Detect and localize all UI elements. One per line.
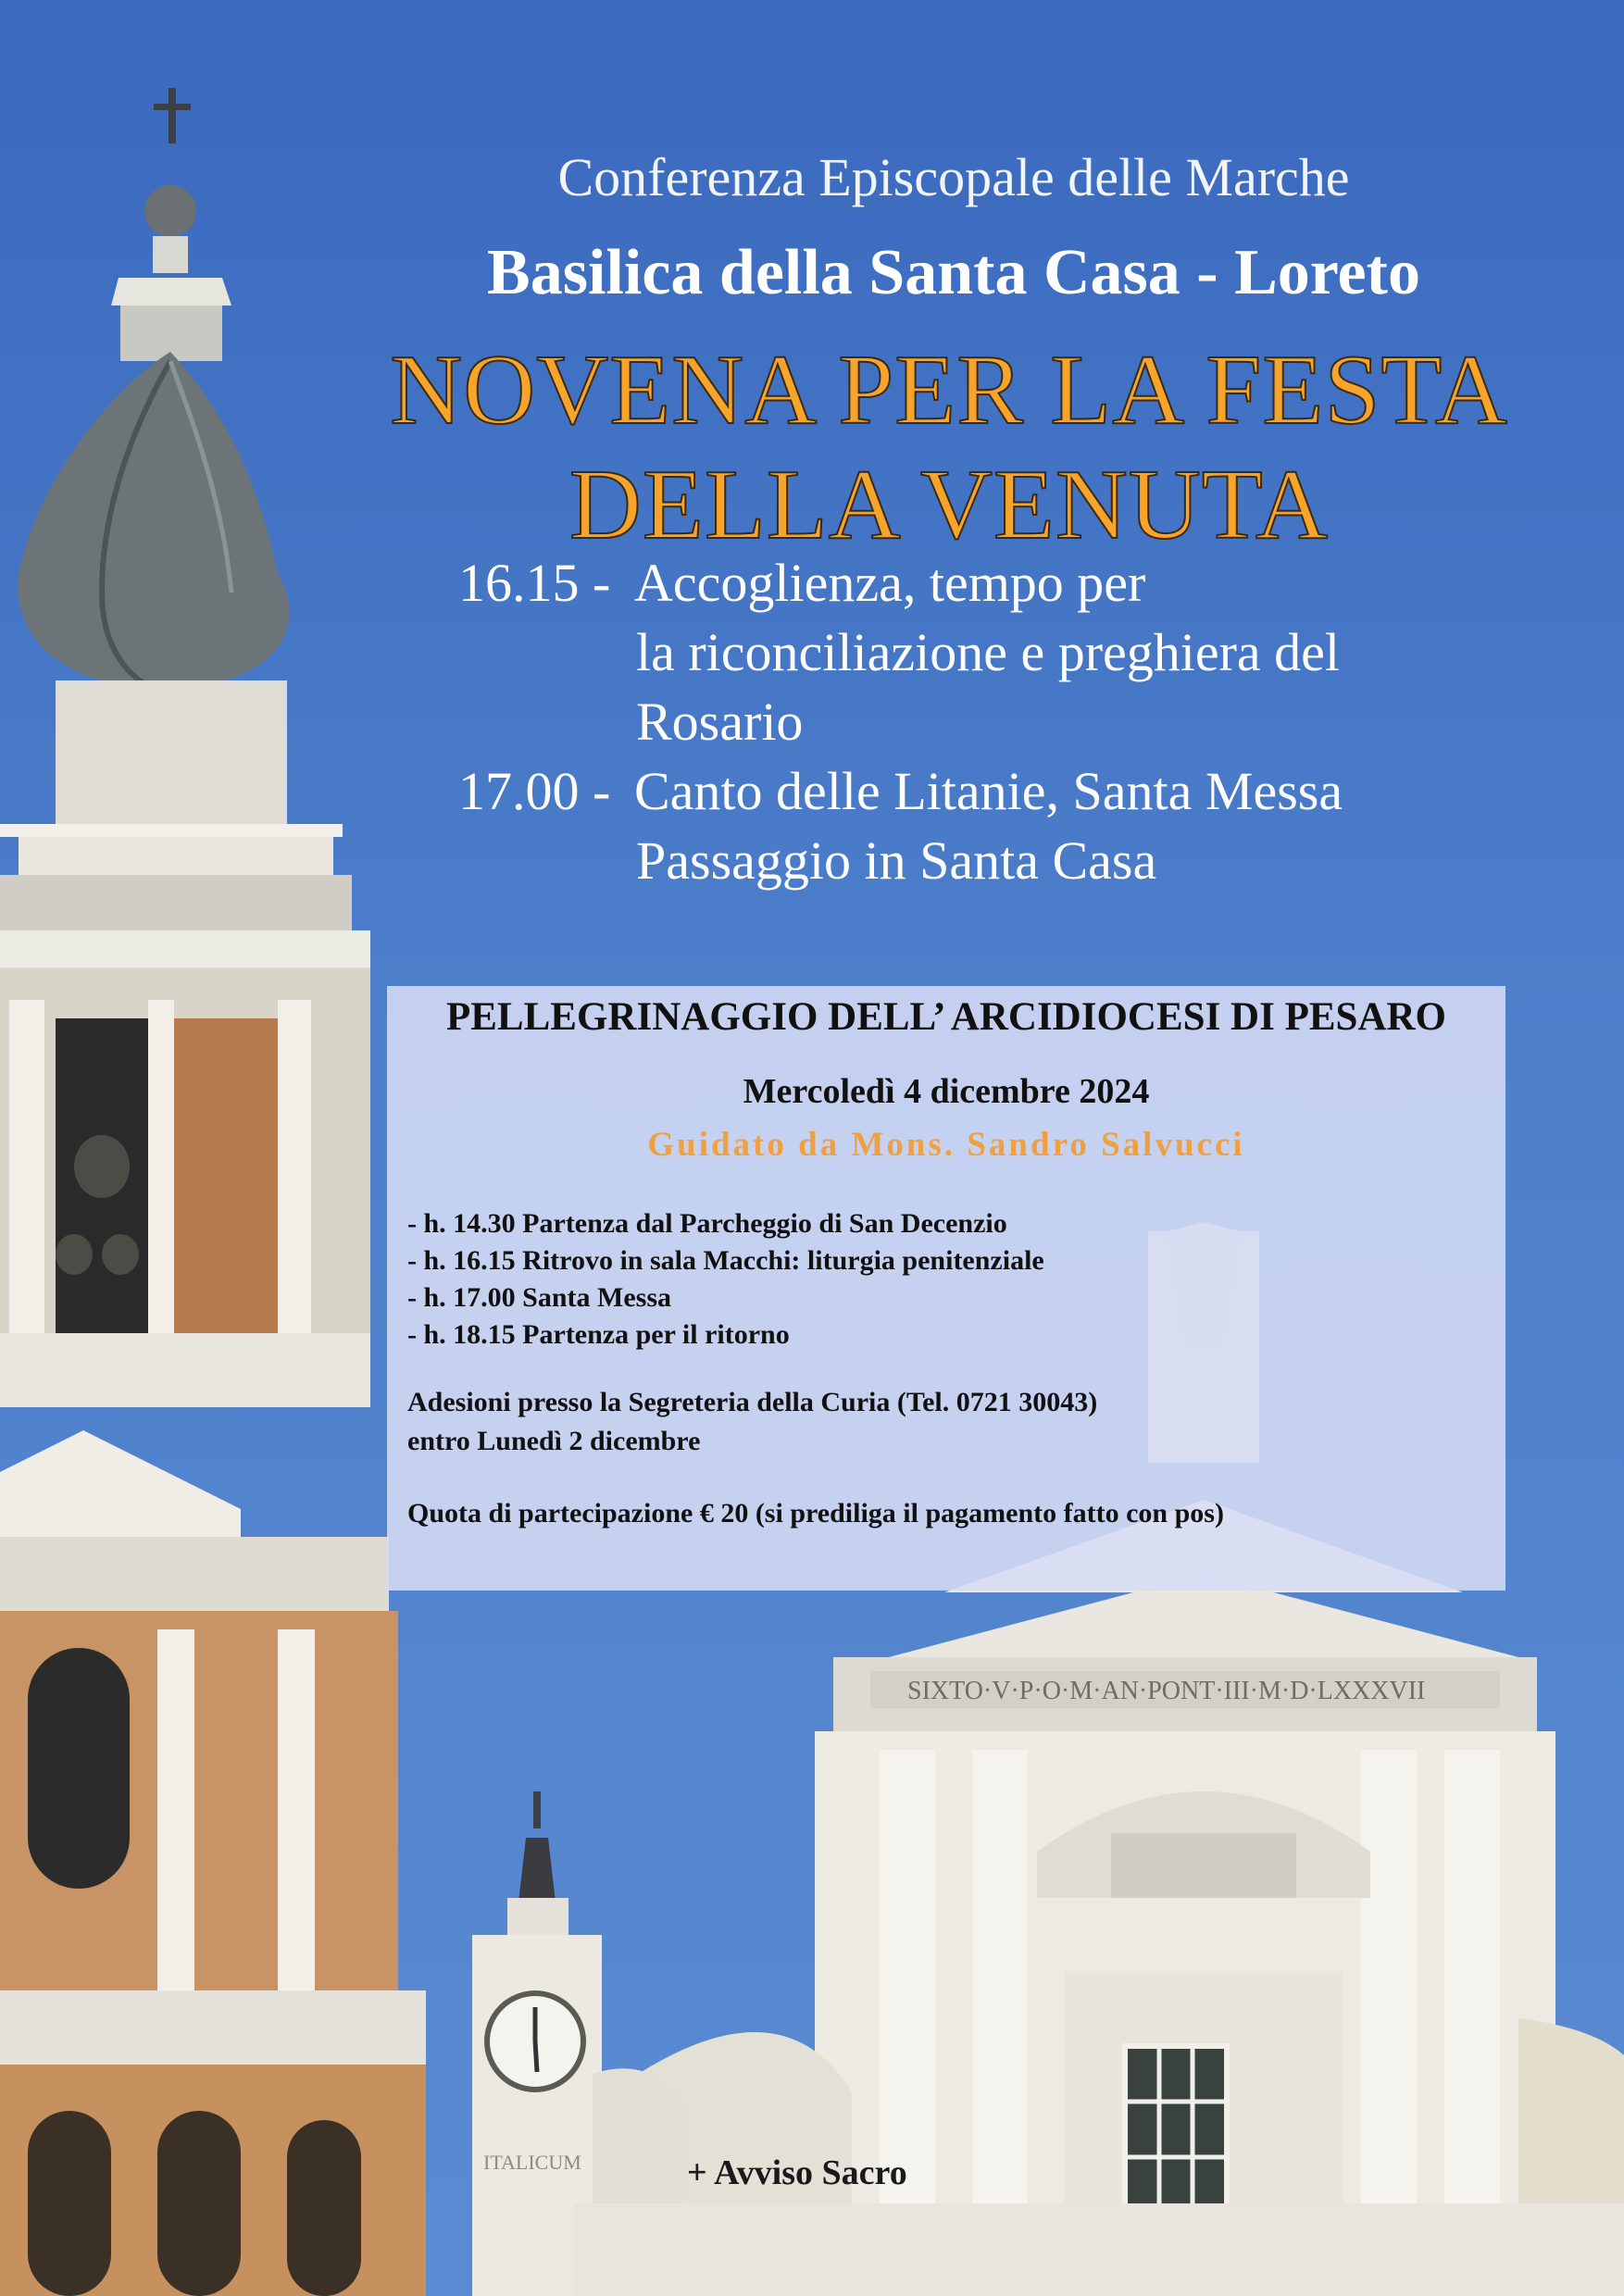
- novena-schedule: [458, 548, 1343, 895]
- bell-tower: [0, 88, 426, 2296]
- organization-name: Conferenza Episcopale delle Marche: [557, 147, 1350, 207]
- schedule-text: la riconciliazione e preghiera del: [636, 622, 1341, 682]
- pilgrimage-date: Mercoledì 4 dicembre 2024: [743, 1072, 1150, 1111]
- program-item: - h. 14.30 Partenza dal Parcheggio di San Decenzio: [407, 1208, 1007, 1239]
- schedule-text: Rosario: [636, 692, 804, 752]
- program-item: - h. 16.15 Ritrovo in sala Macchi: liturgia penitenziale: [407, 1245, 1044, 1276]
- program-item: - h. 17.00 Santa Messa: [407, 1282, 672, 1313]
- pilgrimage-guide: Guidato da Mons. Sandro Salvucci: [647, 1126, 1245, 1164]
- pilgrimage-heading: PELLEGRINAGGIO DELL’ ARCIDIOCESI DI PESARO: [445, 995, 1447, 1039]
- schedule-item: [458, 548, 1343, 756]
- basilica-name: Basilica della Santa Casa - Loreto: [487, 237, 1420, 308]
- pilgrimage-program: [407, 1205, 1505, 1354]
- adhesion-line: Adesioni presso la Segreteria della Curia (Tel. 0721 30043): [407, 1387, 1098, 1417]
- schedule-text: Passaggio in Santa Casa: [636, 830, 1157, 891]
- schedule-time: 17.00 -: [458, 761, 611, 821]
- adhesion-info: [407, 1383, 1505, 1461]
- schedule-item: [458, 756, 1343, 895]
- schedule-text: Canto delle Litanie, Santa Messa: [634, 761, 1343, 821]
- adhesion-deadline: entro Lunedì 2 dicembre: [407, 1426, 701, 1456]
- schedule-text: Accoglienza, tempo per: [634, 553, 1146, 613]
- event-title-line2: DELLA VENUTA: [568, 450, 1330, 560]
- facade-inscription: SIXTO·V·P·O·M·AN·PONT·III·M·D·LXXXVII: [907, 1677, 1426, 1705]
- event-title-line1: NOVENA PER LA FESTA: [390, 335, 1508, 445]
- event-title: [370, 333, 1528, 563]
- participation-fee: Quota di partecipazione € 20 (si prediliga il pagamento fatto con pos): [407, 1498, 1224, 1529]
- program-item: - h. 18.15 Partenza per il ritorno: [407, 1319, 790, 1350]
- sacred-notice: + Avviso Sacro: [687, 2153, 907, 2192]
- schedule-time: 16.15 -: [458, 553, 611, 613]
- clock-tower-inscription: ITALICUM: [483, 2151, 581, 2174]
- pilgrimage-panel: [387, 986, 1505, 1591]
